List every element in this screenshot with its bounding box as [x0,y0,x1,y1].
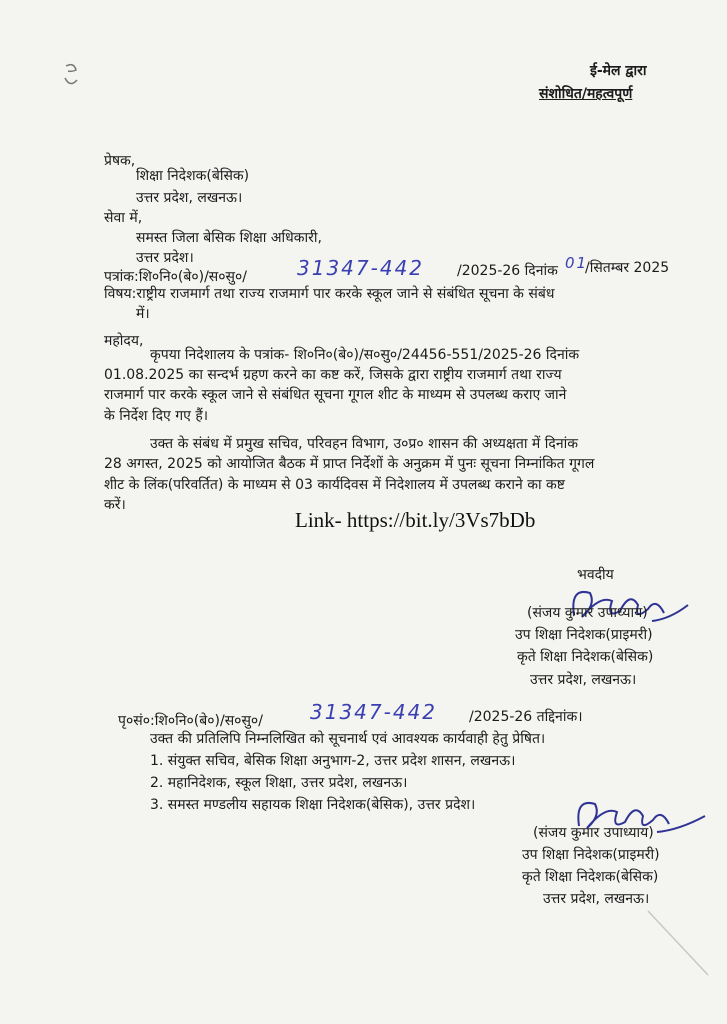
signatory-1-designation: उप शिक्षा निदेशक(प्राइमरी) [515,627,653,643]
copy-item-2: 2. महानिदेशक, स्कूल शिक्षा, उत्तर प्रदेश, लखनऊ। [150,775,408,791]
salutation: महोदय, [104,333,144,349]
signatory-1-office: कृते शिक्षा निदेशक(बेसिक) [517,649,654,665]
reference-suffix: /2025-26 दिनांक [457,263,558,279]
para1-line-2: 01.08.2025 का सन्दर्भ ग्रहण करने का कष्ट करें, जिसके द्वारा राष्ट्रीय राजमार्ग तथा राज्य [104,367,562,383]
copy-handwritten-number: 31347-442 [310,700,438,724]
para2-line-3: शीट के लिंक(परिवर्तित) के माध्यम से 03 कार्यदिवस में निदेशालय में उपलब्ध कराने का कष्ट [104,477,565,493]
para1-line-4: के निर्देश दिए गए हैं। [104,408,209,424]
para2-line-2: 28 अगस्त, 2025 को आयोजित बैठक में प्राप्त निर्देशों के अनुक्रम में पुनः सूचना निम्नांकित गूगल [104,456,595,472]
staple-mark [60,62,82,88]
letter-status: संशोधित/महत्वपूर्ण [539,86,633,102]
recipient-line-2: उत्तर प्रदेश। [136,250,194,266]
copy-reference-prefix: पृ०सं०:शि०नि०(बे०)/स०सु०/ [118,713,263,729]
reference-handwritten-number: 31347-442 [297,256,425,280]
recipient-label: सेवा में, [104,210,143,226]
signatory-1-name: (संजय कुमार उपाध्याय) [527,605,648,621]
copy-intro: उक्त की प्रतिलिपि निम्नलिखित को सूचनार्थ एवं आवश्यक कार्यवाही हेतु प्रेषित। [150,731,546,747]
recipient-line-1: समस्त जिला बेसिक शिक्षा अधिकारी, [136,230,322,246]
sender-line-1: शिक्षा निदेशक(बेसिक) [136,168,250,184]
pencil-stroke [640,905,720,985]
copy-item-3: 3. समस्त मण्डलीय सहायक शिक्षा निदेशक(बेसिक), उत्तर प्रदेश। [150,797,476,813]
reference-prefix: पत्रांक:शि०नि०(बे०)/स०सु०/ [104,269,247,285]
reference-date: /सितम्बर 2025 [585,260,670,276]
copy-reference-suffix: /2025-26 तद्दिनांक। [469,709,583,725]
closing: भवदीय [577,567,614,583]
reference-handwritten-date: 01 [565,254,589,272]
copy-item-1: 1. संयुक्त सचिव, बेसिक शिक्षा अनुभाग-2, उत्तर प्रदेश शासन, लखनऊ। [150,753,516,769]
google-sheet-link[interactable]: Link- https://bit.ly/3Vs7bDb [295,508,536,532]
para1-line-1: कृपया निदेशालय के पत्रांक- शि०नि०(बे०)/स०सु०/24456-551/2025-26 दिनांक [150,347,580,363]
para1-line-3: राजमार्ग पार करके स्कूल जाने से संबंधित सूचना गूगल शीट के माध्यम से उपलब्ध कराए जाने [104,387,567,403]
para2-line-1: उक्त के संबंध में प्रमुख सचिव, परिवहन विभाग, उ०प्र० शासन की अध्यक्षता में दिनांक [150,436,578,452]
signatory-1-place: उत्तर प्रदेश, लखनऊ। [530,672,637,688]
signatory-2-place: उत्तर प्रदेश, लखनऊ। [543,891,650,907]
para2-line-4: करें। [104,497,126,513]
delivery-mode: ई-मेल द्वारा [590,63,647,79]
subject-line-1: विषय:राष्ट्रीय राजमार्ग तथा राज्य राजमार्ग पार करके स्कूल जाने से संबंधित सूचना के संबंध [104,286,555,302]
signatory-2-designation: उप शिक्षा निदेशक(प्राइमरी) [522,847,660,863]
subject-line-2: में। [136,306,150,322]
signatory-2-office: कृते शिक्षा निदेशक(बेसिक) [522,869,659,885]
sender-line-2: उत्तर प्रदेश, लखनऊ। [136,190,243,206]
sender-label: प्रेषक, [104,153,136,169]
signatory-2-name: (संजय कुमार उपाध्याय) [533,825,654,841]
